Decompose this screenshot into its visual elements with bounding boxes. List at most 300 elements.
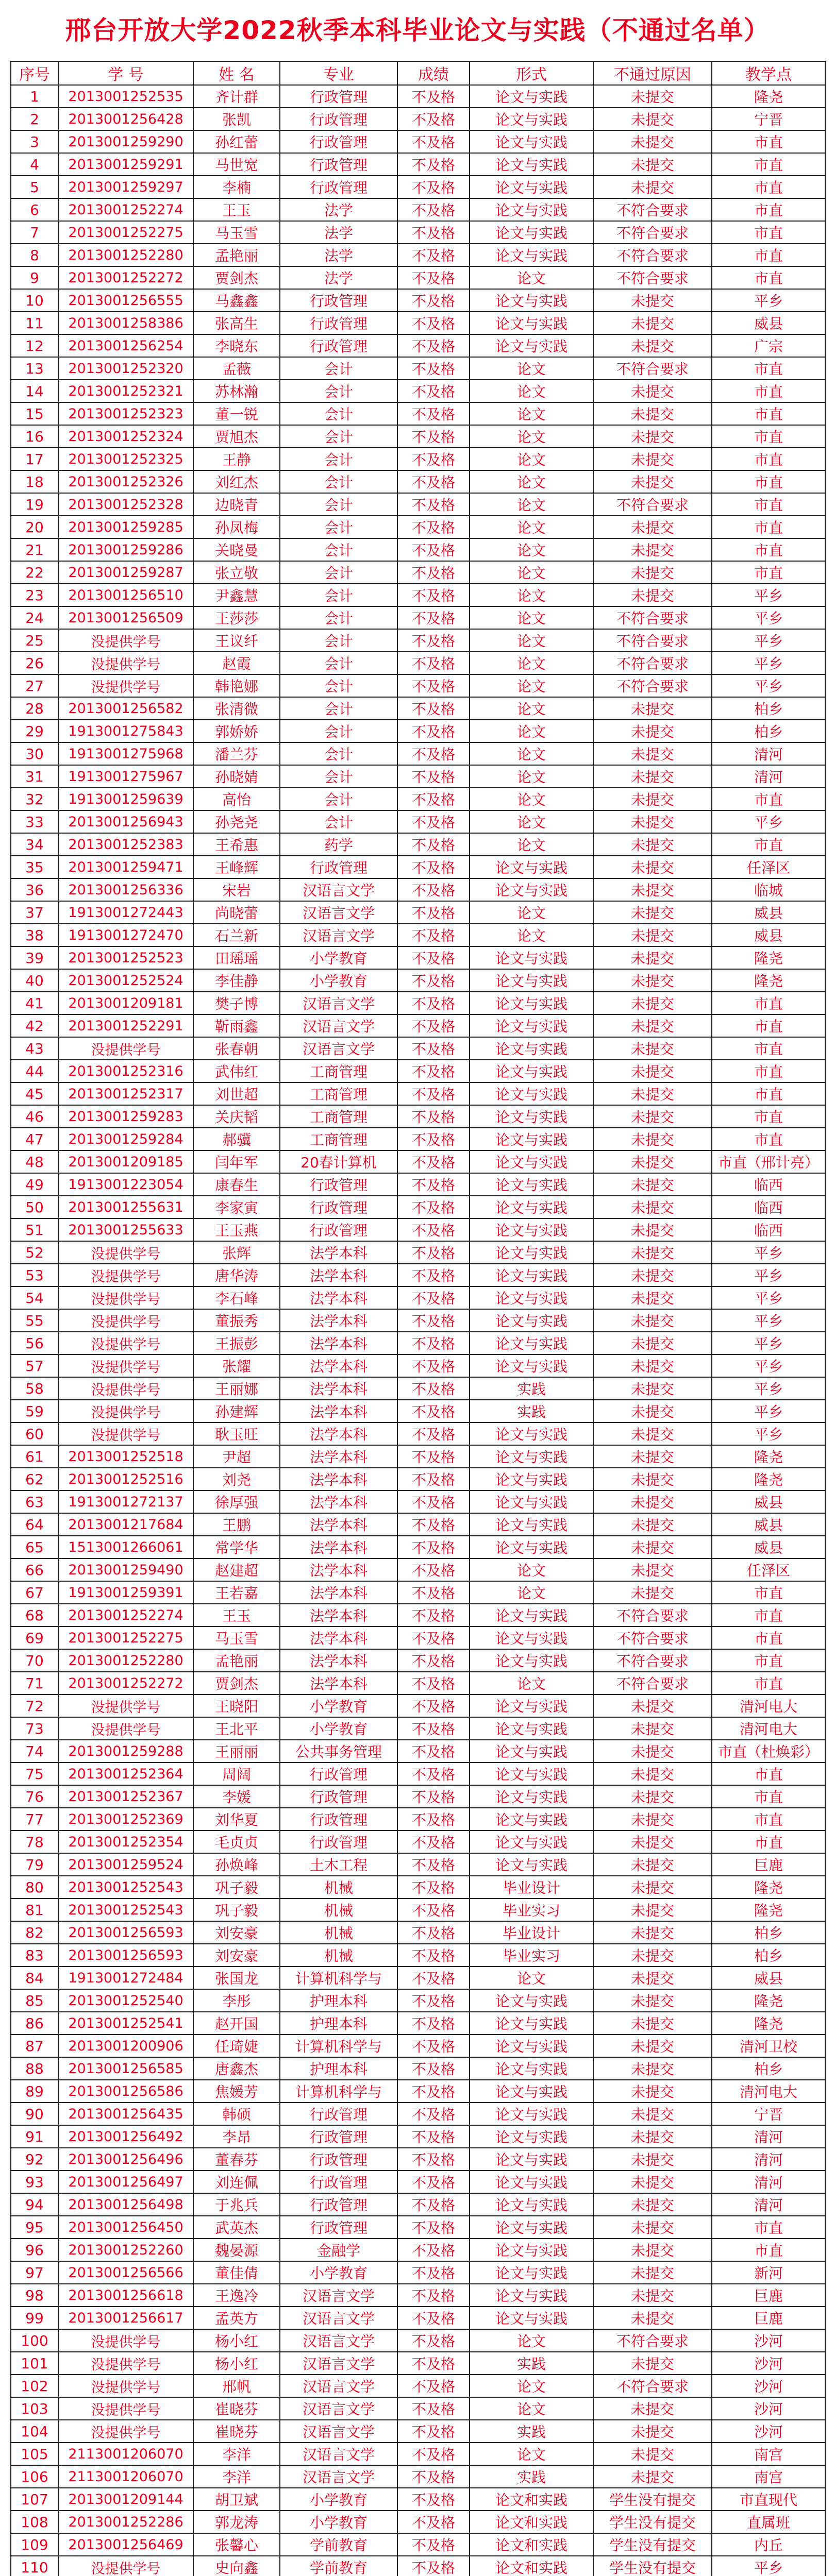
cell-score: 不及格 — [397, 584, 470, 606]
cell-seq: 110 — [11, 2556, 58, 2576]
cell-score: 不及格 — [397, 1944, 470, 1967]
cell-teaching-site: 市直 — [712, 1785, 825, 1808]
cell-student-id: 2013001252523 — [58, 946, 193, 969]
cell-seq: 75 — [11, 1762, 58, 1785]
cell-score: 不及格 — [397, 1422, 470, 1445]
cell-form: 论文 — [470, 901, 593, 924]
cell-seq: 20 — [11, 516, 58, 538]
cell-name: 韩艳娜 — [193, 674, 280, 697]
cell-fail-reason: 未提交 — [593, 1332, 712, 1354]
cell-name: 孙晓婧 — [193, 765, 280, 788]
cell-seq: 16 — [11, 425, 58, 448]
cell-form: 论文与实践 — [470, 1626, 593, 1649]
cell-score: 不及格 — [397, 2511, 470, 2533]
cell-student-id: 2013001252286 — [58, 2511, 193, 2533]
cell-score: 不及格 — [397, 2352, 470, 2375]
cell-teaching-site: 清河 — [712, 2193, 825, 2216]
table-row — [11, 448, 825, 470]
cell-fail-reason: 不符合要求 — [593, 357, 712, 380]
cell-form: 论文与实践 — [470, 1037, 593, 1060]
cell-form: 论文与实践 — [470, 2284, 593, 2307]
cell-student-id: 1513001266061 — [58, 1536, 193, 1558]
cell-student-id: 2013001256582 — [58, 697, 193, 720]
cell-major: 会计 — [280, 629, 397, 652]
cell-teaching-site: 市直 — [712, 516, 825, 538]
cell-teaching-site: 市直 — [712, 833, 825, 856]
cell-name: 张高生 — [193, 312, 280, 334]
cell-form: 论文与实践 — [470, 1740, 593, 1762]
cell-form: 论文与实践 — [470, 2171, 593, 2193]
cell-score: 不及格 — [397, 969, 470, 992]
table-row — [11, 2533, 825, 2556]
column-header-seq: 序号 — [11, 61, 58, 85]
table-row — [11, 1014, 825, 1037]
cell-form: 毕业实习 — [470, 1944, 593, 1967]
column-header-fail-reason: 不通过原因 — [593, 61, 712, 85]
cell-form: 论文与实践 — [470, 1649, 593, 1672]
cell-seq: 60 — [11, 1422, 58, 1445]
cell-teaching-site: 威县 — [712, 1513, 825, 1536]
cell-teaching-site: 任泽区 — [712, 1558, 825, 1581]
cell-student-id: 2013001252543 — [58, 1876, 193, 1899]
cell-name: 田瑶瑶 — [193, 946, 280, 969]
cell-student-id: 2013001256336 — [58, 878, 193, 901]
cell-score: 不及格 — [397, 516, 470, 538]
cell-major: 会计 — [280, 765, 397, 788]
cell-seq: 25 — [11, 629, 58, 652]
cell-fail-reason: 不符合要求 — [593, 244, 712, 266]
cell-major: 法学 — [280, 266, 397, 289]
cell-name: 郭娇娇 — [193, 720, 280, 742]
cell-fail-reason: 未提交 — [593, 130, 712, 153]
cell-score: 不及格 — [397, 742, 470, 765]
cell-student-id: 2013001259297 — [58, 176, 193, 198]
cell-form: 论文 — [470, 606, 593, 629]
cell-teaching-site: 市直 — [712, 357, 825, 380]
cell-student-id: 2013001252328 — [58, 493, 193, 516]
cell-fail-reason: 未提交 — [593, 380, 712, 402]
cell-teaching-site: 平乡 — [712, 1400, 825, 1422]
cell-major: 会计 — [280, 357, 397, 380]
cell-score: 不及格 — [397, 1150, 470, 1173]
cell-major: 汉语言文学 — [280, 2284, 397, 2307]
cell-score: 不及格 — [397, 130, 470, 153]
cell-name: 王玉燕 — [193, 1218, 280, 1241]
cell-seq: 59 — [11, 1400, 58, 1422]
cell-student-id: 2013001259283 — [58, 1105, 193, 1128]
cell-form: 论文与实践 — [470, 1717, 593, 1740]
cell-seq: 79 — [11, 1853, 58, 1876]
cell-teaching-site: 市直 — [712, 1037, 825, 1060]
cell-score: 不及格 — [397, 1558, 470, 1581]
cell-score: 不及格 — [397, 697, 470, 720]
table-row — [11, 221, 825, 244]
cell-fail-reason: 未提交 — [593, 788, 712, 810]
cell-student-id: 2013001259284 — [58, 1128, 193, 1150]
cell-name: 刘连佩 — [193, 2171, 280, 2193]
cell-seq: 94 — [11, 2193, 58, 2216]
cell-form: 论文与实践 — [470, 1150, 593, 1173]
cell-student-id: 1913001272137 — [58, 1490, 193, 1513]
cell-form: 论文 — [470, 788, 593, 810]
cell-seq: 97 — [11, 2261, 58, 2284]
cell-score: 不及格 — [397, 334, 470, 357]
cell-seq: 8 — [11, 244, 58, 266]
cell-fail-reason: 未提交 — [593, 1853, 712, 1876]
cell-fail-reason: 未提交 — [593, 584, 712, 606]
cell-student-id: 2013001252323 — [58, 402, 193, 425]
cell-teaching-site: 市直 — [712, 2216, 825, 2239]
cell-form: 论文 — [470, 2329, 593, 2352]
cell-seq: 42 — [11, 1014, 58, 1037]
cell-major: 会计 — [280, 425, 397, 448]
cell-major: 法学本科 — [280, 1309, 397, 1332]
cell-fail-reason: 未提交 — [593, 1128, 712, 1150]
cell-fail-reason: 未提交 — [593, 108, 712, 130]
cell-student-id: 2013001256585 — [58, 2057, 193, 2080]
cell-score: 不及格 — [397, 1196, 470, 1218]
table-row — [11, 1128, 825, 1150]
cell-name: 刘安豪 — [193, 1921, 280, 1944]
cell-major: 会计 — [280, 697, 397, 720]
cell-fail-reason: 未提交 — [593, 2216, 712, 2239]
cell-teaching-site: 隆尧 — [712, 1989, 825, 2012]
cell-major: 汉语言文学 — [280, 924, 397, 946]
cell-name: 孙焕峰 — [193, 1853, 280, 1876]
cell-teaching-site: 柏乡 — [712, 1921, 825, 1944]
cell-major: 小学教育 — [280, 2511, 397, 2533]
cell-major: 法学本科 — [280, 1672, 397, 1694]
cell-student-id: 没提供学号 — [58, 1241, 193, 1264]
cell-score: 不及格 — [397, 1128, 470, 1150]
cell-name: 尹超 — [193, 1445, 280, 1468]
cell-score: 不及格 — [397, 448, 470, 470]
table-row — [11, 1218, 825, 1241]
cell-score: 不及格 — [397, 176, 470, 198]
cell-name: 李洋 — [193, 2465, 280, 2488]
cell-score: 不及格 — [397, 901, 470, 924]
cell-teaching-site: 威县 — [712, 312, 825, 334]
cell-fail-reason: 未提交 — [593, 538, 712, 561]
cell-major: 法学 — [280, 198, 397, 221]
cell-form: 论文与实践 — [470, 2103, 593, 2125]
cell-major: 会计 — [280, 810, 397, 833]
cell-teaching-site: 巨鹿 — [712, 1853, 825, 1876]
table-row — [11, 2261, 825, 2284]
cell-score: 不及格 — [397, 1468, 470, 1490]
cell-score: 不及格 — [397, 153, 470, 176]
column-header-teaching-site: 教学点 — [712, 61, 825, 85]
cell-major: 法学 — [280, 244, 397, 266]
cell-form: 论文 — [470, 1967, 593, 1989]
cell-name: 张春朝 — [193, 1037, 280, 1060]
cell-teaching-site: 市直 — [712, 1128, 825, 1150]
cell-seq: 86 — [11, 2012, 58, 2035]
cell-teaching-site: 清河 — [712, 2171, 825, 2193]
cell-teaching-site: 平乡 — [712, 584, 825, 606]
cell-score: 不及格 — [397, 652, 470, 674]
cell-fail-reason: 未提交 — [593, 402, 712, 425]
cell-major: 行政管理 — [280, 2125, 397, 2148]
cell-seq: 89 — [11, 2080, 58, 2103]
cell-fail-reason: 未提交 — [593, 1808, 712, 1831]
cell-teaching-site: 平乡 — [712, 810, 825, 833]
cell-major: 会计 — [280, 516, 397, 538]
cell-fail-reason: 学生没有提交 — [593, 2533, 712, 2556]
cell-seq: 57 — [11, 1354, 58, 1377]
cell-seq: 6 — [11, 198, 58, 221]
cell-form: 论文与实践 — [470, 1060, 593, 1082]
cell-major: 小学教育 — [280, 969, 397, 992]
cell-student-id: 1913001272470 — [58, 924, 193, 946]
cell-major: 会计 — [280, 493, 397, 516]
cell-seq: 27 — [11, 674, 58, 697]
cell-score: 不及格 — [397, 289, 470, 312]
cell-seq: 102 — [11, 2375, 58, 2397]
cell-teaching-site: 市直 — [712, 1808, 825, 1831]
cell-name: 孙红蕾 — [193, 130, 280, 153]
cell-student-id: 2013001255631 — [58, 1196, 193, 1218]
cell-major: 学前教育 — [280, 2533, 397, 2556]
cell-major: 工商管理 — [280, 1128, 397, 1150]
cell-teaching-site: 清河 — [712, 2125, 825, 2148]
cell-fail-reason: 未提交 — [593, 878, 712, 901]
cell-form: 论文与实践 — [470, 1513, 593, 1536]
cell-teaching-site: 宁晋 — [712, 2103, 825, 2125]
cell-seq: 21 — [11, 538, 58, 561]
cell-student-id: 2013001256566 — [58, 2261, 193, 2284]
cell-teaching-site: 市直 — [712, 1060, 825, 1082]
cell-major: 汉语言文学 — [280, 901, 397, 924]
cell-student-id: 2013001252367 — [58, 1785, 193, 1808]
cell-teaching-site: 平乡 — [712, 606, 825, 629]
cell-name: 刘世超 — [193, 1082, 280, 1105]
cell-form: 论文与实践 — [470, 1989, 593, 2012]
cell-seq: 40 — [11, 969, 58, 992]
cell-teaching-site: 市直 — [712, 1082, 825, 1105]
cell-form: 论文和实践 — [470, 2556, 593, 2576]
cell-student-id: 没提供学号 — [58, 629, 193, 652]
cell-seq: 2 — [11, 108, 58, 130]
cell-name: 赵霞 — [193, 652, 280, 674]
cell-teaching-site: 清河电大 — [712, 1694, 825, 1717]
cell-student-id: 2013001255633 — [58, 1218, 193, 1241]
cell-teaching-site: 平乡 — [712, 652, 825, 674]
cell-form: 论文与实践 — [470, 1128, 593, 1150]
cell-teaching-site: 内丘 — [712, 2533, 825, 2556]
cell-score: 不及格 — [397, 629, 470, 652]
cell-score: 不及格 — [397, 244, 470, 266]
cell-seq: 5 — [11, 176, 58, 198]
cell-teaching-site: 市直 — [712, 244, 825, 266]
cell-teaching-site: 市直 — [712, 266, 825, 289]
cell-major: 行政管理 — [280, 130, 397, 153]
cell-teaching-site: 临西 — [712, 1196, 825, 1218]
cell-name: 孟薇 — [193, 357, 280, 380]
cell-student-id: 2013001256593 — [58, 1944, 193, 1967]
table-row — [11, 1196, 825, 1218]
cell-form: 论文 — [470, 2375, 593, 2397]
cell-score: 不及格 — [397, 2239, 470, 2261]
cell-score: 不及格 — [397, 1060, 470, 1082]
cell-major: 汉语言文学 — [280, 2465, 397, 2488]
cell-fail-reason: 未提交 — [593, 1014, 712, 1037]
cell-name: 尚晓蕾 — [193, 901, 280, 924]
table-row — [11, 901, 825, 924]
cell-fail-reason: 不符合要求 — [593, 1672, 712, 1694]
cell-score: 不及格 — [397, 2465, 470, 2488]
cell-score: 不及格 — [397, 1672, 470, 1694]
cell-fail-reason: 未提交 — [593, 1218, 712, 1241]
cell-name: 孟英方 — [193, 2307, 280, 2329]
cell-fail-reason: 未提交 — [593, 470, 712, 493]
cell-fail-reason: 未提交 — [593, 1694, 712, 1717]
cell-student-id: 1913001275968 — [58, 742, 193, 765]
cell-student-id: 2013001256428 — [58, 108, 193, 130]
cell-seq: 87 — [11, 2035, 58, 2057]
cell-teaching-site: 隆尧 — [712, 2012, 825, 2035]
cell-name: 李晓东 — [193, 334, 280, 357]
cell-teaching-site: 临西 — [712, 1218, 825, 1241]
cell-student-id: 1913001275843 — [58, 720, 193, 742]
table-row — [11, 402, 825, 425]
cell-fail-reason: 不符合要求 — [593, 493, 712, 516]
cell-score: 不及格 — [397, 266, 470, 289]
cell-fail-reason: 未提交 — [593, 969, 712, 992]
cell-form: 论文与实践 — [470, 1536, 593, 1558]
table-row — [11, 1422, 825, 1445]
cell-seq: 23 — [11, 584, 58, 606]
cell-major: 法学本科 — [280, 1241, 397, 1264]
cell-form: 论文与实践 — [470, 1831, 593, 1853]
cell-seq: 37 — [11, 901, 58, 924]
cell-score: 不及格 — [397, 810, 470, 833]
cell-teaching-site: 隆尧 — [712, 1899, 825, 1921]
cell-major: 汉语言文学 — [280, 2329, 397, 2352]
table-row — [11, 1309, 825, 1332]
cell-fail-reason: 未提交 — [593, 1762, 712, 1785]
cell-teaching-site: 市直 — [712, 1105, 825, 1128]
cell-student-id: 2013001252524 — [58, 969, 193, 992]
cell-score: 不及格 — [397, 1899, 470, 1921]
cell-fail-reason: 未提交 — [593, 1173, 712, 1196]
table-row — [11, 878, 825, 901]
cell-score: 不及格 — [397, 1377, 470, 1400]
cell-student-id: 2013001256509 — [58, 606, 193, 629]
cell-student-id: 2013001256450 — [58, 2216, 193, 2239]
cell-name: 孙凤梅 — [193, 516, 280, 538]
cell-form: 论文与实践 — [470, 2125, 593, 2148]
cell-seq: 88 — [11, 2057, 58, 2080]
cell-teaching-site: 市直 — [712, 176, 825, 198]
cell-student-id: 2013001252543 — [58, 1899, 193, 1921]
cell-form: 论文 — [470, 1581, 593, 1604]
cell-score: 不及格 — [397, 1218, 470, 1241]
cell-name: 唐鑫杰 — [193, 2057, 280, 2080]
column-header-form: 形式 — [470, 61, 593, 85]
cell-student-id: 没提供学号 — [58, 1422, 193, 1445]
table-row — [11, 1989, 825, 2012]
cell-teaching-site: 市直 — [712, 1581, 825, 1604]
cell-major: 法学本科 — [280, 1581, 397, 1604]
cell-fail-reason: 未提交 — [593, 810, 712, 833]
table-row — [11, 1105, 825, 1128]
cell-fail-reason: 未提交 — [593, 2465, 712, 2488]
cell-form: 论文与实践 — [470, 153, 593, 176]
cell-form: 论文 — [470, 493, 593, 516]
table-row — [11, 334, 825, 357]
cell-major: 法学本科 — [280, 1626, 397, 1649]
cell-form: 论文 — [470, 561, 593, 584]
cell-name: 靳雨鑫 — [193, 1014, 280, 1037]
cell-major: 汉语言文学 — [280, 2375, 397, 2397]
cell-fail-reason: 未提交 — [593, 2012, 712, 2035]
cell-name: 董振秀 — [193, 1309, 280, 1332]
cell-fail-reason: 未提交 — [593, 334, 712, 357]
cell-name: 董春芬 — [193, 2148, 280, 2171]
cell-fail-reason: 未提交 — [593, 1105, 712, 1128]
cell-score: 不及格 — [397, 2556, 470, 2576]
cell-name: 王若嘉 — [193, 1581, 280, 1604]
table-row — [11, 946, 825, 969]
cell-teaching-site: 平乡 — [712, 1286, 825, 1309]
cell-name: 康春生 — [193, 1173, 280, 1196]
cell-seq: 104 — [11, 2420, 58, 2443]
cell-seq: 92 — [11, 2148, 58, 2171]
cell-major: 行政管理 — [280, 108, 397, 130]
cell-student-id: 2013001259291 — [58, 153, 193, 176]
cell-fail-reason: 未提交 — [593, 1309, 712, 1332]
table-row — [11, 584, 825, 606]
cell-name: 李媛 — [193, 1785, 280, 1808]
cell-score: 不及格 — [397, 924, 470, 946]
cell-teaching-site: 隆尧 — [712, 85, 825, 108]
cell-major: 机械 — [280, 1876, 397, 1899]
cell-seq: 58 — [11, 1377, 58, 1400]
cell-teaching-site: 市直 — [712, 1649, 825, 1672]
cell-form: 论文 — [470, 652, 593, 674]
cell-seq: 48 — [11, 1150, 58, 1173]
cell-seq: 18 — [11, 470, 58, 493]
cell-form: 论文与实践 — [470, 289, 593, 312]
cell-form: 论文与实践 — [470, 1173, 593, 1196]
cell-fail-reason: 未提交 — [593, 2239, 712, 2261]
cell-major: 金融学 — [280, 2239, 397, 2261]
cell-fail-reason: 不符合要求 — [593, 2329, 712, 2352]
table-row — [11, 1944, 825, 1967]
cell-form: 论文和实践 — [470, 2511, 593, 2533]
table-row — [11, 2375, 825, 2397]
cell-student-id: 1913001259391 — [58, 1581, 193, 1604]
cell-major: 法学本科 — [280, 1604, 397, 1626]
cell-major: 会计 — [280, 561, 397, 584]
cell-form: 论文与实践 — [470, 1468, 593, 1490]
cell-form: 论文与实践 — [470, 2080, 593, 2103]
cell-name: 王玉 — [193, 1604, 280, 1626]
table-row — [11, 2103, 825, 2125]
table-row — [11, 1785, 825, 1808]
cell-fail-reason: 不符合要求 — [593, 221, 712, 244]
cell-fail-reason: 未提交 — [593, 312, 712, 334]
cell-score: 不及格 — [397, 1785, 470, 1808]
cell-form: 实践 — [470, 2352, 593, 2375]
cell-fail-reason: 未提交 — [593, 901, 712, 924]
cell-name: 王丽丽 — [193, 1740, 280, 1762]
cell-teaching-site: 市直 — [712, 1604, 825, 1626]
cell-student-id: 没提供学号 — [58, 1309, 193, 1332]
cell-score: 不及格 — [397, 1740, 470, 1762]
cell-student-id: 没提供学号 — [58, 1354, 193, 1377]
